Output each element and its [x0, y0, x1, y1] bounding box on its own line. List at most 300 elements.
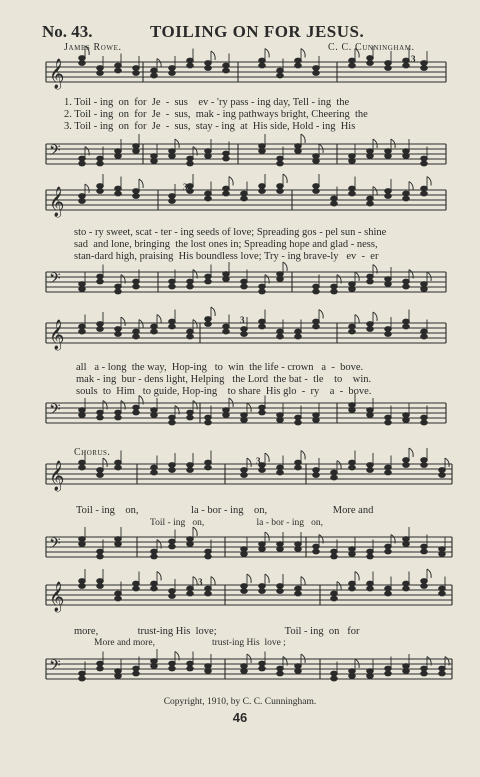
note-head: [421, 66, 428, 71]
note-head: [295, 465, 302, 470]
note-flag: [355, 659, 359, 668]
chorus-label: Chorus.: [74, 447, 111, 458]
note-head: [115, 465, 122, 470]
note-flag: [445, 458, 449, 467]
note-head: [79, 161, 86, 166]
note-head: [367, 322, 374, 327]
note-head: [259, 184, 266, 189]
note-flag: [265, 49, 269, 58]
note-flag: [247, 403, 251, 412]
note-flag: [193, 577, 197, 586]
note-head: [241, 279, 248, 284]
note-head: [421, 334, 428, 339]
note-head: [97, 279, 104, 284]
note-flag: [409, 448, 413, 457]
note-head: [439, 666, 446, 671]
note-head: [97, 549, 104, 554]
note-head: [295, 669, 302, 674]
note-head: [367, 408, 374, 413]
note-head: [133, 334, 140, 339]
note-flag: [121, 317, 125, 326]
note-head: [187, 463, 194, 468]
note-head: [331, 596, 338, 601]
note-head: [421, 666, 428, 671]
note-head: [151, 554, 158, 559]
note-head: [241, 552, 248, 557]
note-head: [313, 324, 320, 329]
note-flag: [139, 320, 143, 329]
note-head: [97, 322, 104, 327]
note-head: [79, 584, 86, 589]
note-head: [133, 189, 140, 194]
note-head: [331, 549, 338, 554]
note-head: [331, 196, 338, 201]
note-head: [367, 201, 374, 206]
note-head: [205, 279, 212, 284]
chorus-soprano-line-2: more, trust-ing His love; Toil - ing on for: [74, 626, 360, 637]
note-head: [205, 591, 212, 596]
note-head: [367, 554, 374, 559]
note-head: [151, 324, 158, 329]
verse-3-line-2: stan-dard high, praising His boundless love; Try - ing brave-ly ev - er: [74, 251, 379, 262]
verse-2-line-2: sad and lone, bringing the lost ones in; Spreading hope and glad - ness,: [74, 239, 378, 250]
note-head: [169, 420, 176, 425]
note-head: [79, 542, 86, 547]
note-head: [421, 161, 428, 166]
note-head: [277, 671, 284, 676]
note-flag: [373, 139, 377, 148]
note-head: [421, 287, 428, 292]
chorus-alto-line-1: Toil - ing on, la - bor - ing on,: [150, 518, 323, 528]
note-head: [385, 66, 392, 71]
note-head: [313, 184, 320, 189]
note-head: [403, 63, 410, 68]
bass-clef-icon: 𝄢: [49, 657, 61, 678]
note-head: [367, 149, 374, 154]
note-head: [385, 415, 392, 420]
note-head: [115, 186, 122, 191]
note-flag: [391, 139, 395, 148]
note-head: [169, 468, 176, 473]
note-head: [259, 284, 266, 289]
note-head: [79, 460, 86, 465]
note-head: [259, 405, 266, 410]
note-head: [169, 66, 176, 71]
note-head: [421, 584, 428, 589]
note-head: [277, 189, 284, 194]
note-head: [187, 156, 194, 161]
note-flag: [301, 577, 305, 586]
note-head: [385, 420, 392, 425]
note-head: [205, 196, 212, 201]
note-flag: [247, 654, 251, 663]
note-head: [187, 334, 194, 339]
note-head: [97, 410, 104, 415]
note-head: [367, 196, 374, 201]
hymn-title: TOILING ON FOR JESUS.: [150, 22, 365, 41]
note-flag: [265, 453, 269, 462]
note-head: [295, 547, 302, 552]
note-head: [169, 154, 176, 159]
note-head: [133, 329, 140, 334]
note-head: [205, 154, 212, 159]
note-flag: [157, 572, 161, 581]
note-head: [241, 196, 248, 201]
note-head: [205, 460, 212, 465]
note-flag: [337, 582, 341, 591]
note-head: [295, 329, 302, 334]
note-head: [385, 671, 392, 676]
verse-3-line-1: 3. Toil - ing on for Je - sus, stay - ing at His side, Hold - ing His: [64, 121, 356, 132]
note-head: [241, 413, 248, 418]
note-head: [313, 468, 320, 473]
note-head: [277, 334, 284, 339]
note-head: [97, 468, 104, 473]
note-head: [79, 194, 86, 199]
bass-clef-icon: 𝄢: [49, 401, 61, 422]
note-head: [331, 591, 338, 596]
note-head: [151, 581, 158, 586]
note-head: [169, 319, 176, 324]
note-head: [277, 418, 284, 423]
verse-1-line-3: all a - long the way, Hop-ing to win the life - crown a - bove.: [76, 362, 364, 373]
note-head: [79, 537, 86, 542]
note-head: [385, 332, 392, 337]
note-head: [115, 460, 122, 465]
note-head: [79, 579, 86, 584]
note-head: [259, 58, 266, 63]
note-flag: [427, 569, 431, 578]
note-head: [133, 66, 140, 71]
note-head: [403, 418, 410, 423]
note-flag: [175, 139, 179, 148]
note-head: [367, 549, 374, 554]
note-head: [151, 586, 158, 591]
note-head: [187, 63, 194, 68]
note-head: [295, 144, 302, 149]
note-flag: [283, 174, 287, 183]
note-head: [151, 470, 158, 475]
note-head: [151, 659, 158, 664]
note-flag: [157, 59, 161, 68]
note-head: [313, 189, 320, 194]
note-head: [187, 410, 194, 415]
note-head: [277, 584, 284, 589]
note-head: [79, 329, 86, 334]
note-head: [187, 542, 194, 547]
note-flag: [355, 272, 359, 281]
note-head: [205, 274, 212, 279]
note-head: [439, 586, 446, 591]
note-head: [223, 186, 230, 191]
note-head: [259, 666, 266, 671]
note-head: [385, 277, 392, 282]
note-flag: [85, 184, 89, 193]
note-head: [277, 542, 284, 547]
note-head: [187, 661, 194, 666]
note-head: [97, 579, 104, 584]
note-head: [421, 549, 428, 554]
note-head: [313, 159, 320, 164]
chorus-soprano-line-1: Toil - ing on, la - bor - ing on, More and: [76, 505, 374, 516]
note-head: [97, 666, 104, 671]
note-head: [223, 329, 230, 334]
note-head: [133, 410, 140, 415]
note-head: [169, 666, 176, 671]
note-head: [367, 154, 374, 159]
note-head: [187, 415, 194, 420]
note-head: [241, 473, 248, 478]
note-head: [79, 324, 86, 329]
note-head: [421, 671, 428, 676]
note-flag: [85, 46, 89, 55]
note-head: [385, 544, 392, 549]
note-head: [79, 199, 86, 204]
note-head: [97, 189, 104, 194]
note-head: [403, 463, 410, 468]
note-head: [403, 458, 410, 463]
triplet-mark: 3: [198, 577, 203, 587]
note-head: [295, 58, 302, 63]
note-head: [169, 199, 176, 204]
note-flag: [427, 177, 431, 186]
treble-clef-icon: 𝄞: [49, 582, 65, 612]
note-head: [367, 586, 374, 591]
triplet-mark: 3: [411, 54, 416, 64]
note-flag: [211, 577, 215, 586]
note-head: [385, 586, 392, 591]
note-head: [331, 671, 338, 676]
note-head: [241, 547, 248, 552]
note-head: [133, 279, 140, 284]
note-head: [421, 191, 428, 196]
note-head: [349, 465, 356, 470]
note-head: [385, 327, 392, 332]
note-head: [133, 671, 140, 676]
note-head: [151, 465, 158, 470]
note-head: [97, 71, 104, 76]
note-head: [277, 184, 284, 189]
note-head: [241, 332, 248, 337]
note-head: [313, 549, 320, 554]
note-head: [187, 279, 194, 284]
note-head: [367, 581, 374, 586]
note-head: [349, 547, 356, 552]
note-head: [115, 415, 122, 420]
note-head: [403, 58, 410, 63]
note-head: [205, 191, 212, 196]
note-head: [421, 61, 428, 66]
note-head: [385, 549, 392, 554]
note-head: [79, 408, 86, 413]
note-head: [169, 284, 176, 289]
note-head: [313, 473, 320, 478]
verse-1-line-1: 1. Toil - ing on for Je - sus ev - 'ry pass - ing day, Tell - ing the: [64, 97, 350, 108]
note-head: [79, 61, 86, 66]
note-head: [403, 154, 410, 159]
note-head: [313, 284, 320, 289]
note-head: [421, 420, 428, 425]
note-head: [133, 71, 140, 76]
note-head: [385, 61, 392, 66]
note-head: [403, 664, 410, 669]
note-head: [349, 586, 356, 591]
note-head: [403, 284, 410, 289]
note-head: [277, 413, 284, 418]
note-head: [223, 324, 230, 329]
note-head: [259, 589, 266, 594]
note-head: [97, 584, 104, 589]
note-head: [187, 537, 194, 542]
note-head: [385, 154, 392, 159]
note-head: [241, 327, 248, 332]
bass-clef-icon: 𝄢: [49, 142, 61, 163]
note-head: [241, 468, 248, 473]
copyright-notice: Copyright, 1910, by C. C. Cunningham.: [163, 697, 317, 707]
note-head: [187, 329, 194, 334]
note-head: [403, 319, 410, 324]
note-head: [295, 586, 302, 591]
lyricist-credit: James Rowe.: [64, 42, 122, 53]
note-head: [313, 544, 320, 549]
note-head: [169, 194, 176, 199]
note-flag: [157, 315, 161, 324]
note-head: [79, 287, 86, 292]
note-head: [403, 191, 410, 196]
note-head: [115, 537, 122, 542]
note-flag: [301, 451, 305, 460]
note-head: [115, 149, 122, 154]
note-head: [169, 463, 176, 468]
hymn-number: No. 43.: [42, 22, 93, 41]
note-flag: [355, 572, 359, 581]
note-head: [187, 184, 194, 189]
note-head: [205, 465, 212, 470]
note-head: [403, 581, 410, 586]
note-head: [421, 463, 428, 468]
note-head: [331, 470, 338, 475]
note-head: [349, 287, 356, 292]
note-flag: [337, 461, 341, 470]
note-head: [169, 149, 176, 154]
note-head: [313, 66, 320, 71]
note-head: [223, 413, 230, 418]
note-head: [115, 542, 122, 547]
note-head: [223, 156, 230, 161]
note-head: [205, 549, 212, 554]
note-head: [259, 319, 266, 324]
note-head: [151, 413, 158, 418]
note-head: [385, 189, 392, 194]
note-flag: [301, 134, 305, 143]
note-head: [403, 542, 410, 547]
note-head: [187, 189, 194, 194]
verse-1-line-2: sto - ry sweet, scat - ter - ing seeds of love; Spreading gos - pel sun - shine: [74, 227, 387, 238]
note-flag: [265, 574, 269, 583]
note-head: [79, 671, 86, 676]
note-flag: [283, 262, 287, 271]
note-head: [367, 468, 374, 473]
note-head: [97, 161, 104, 166]
note-head: [277, 68, 284, 73]
note-head: [439, 468, 446, 473]
note-head: [205, 61, 212, 66]
note-head: [223, 408, 230, 413]
note-head: [151, 329, 158, 334]
note-head: [403, 586, 410, 591]
note-head: [349, 159, 356, 164]
note-flag: [301, 654, 305, 663]
note-head: [403, 413, 410, 418]
note-head: [385, 282, 392, 287]
note-head: [97, 274, 104, 279]
note-head: [97, 184, 104, 189]
note-head: [151, 73, 158, 78]
note-head: [349, 58, 356, 63]
note-head: [277, 277, 284, 282]
note-head: [151, 408, 158, 413]
note-head: [115, 591, 122, 596]
bass-clef-icon: 𝄢: [49, 270, 61, 291]
note-head: [205, 664, 212, 669]
treble-clef-icon: 𝄞: [49, 187, 65, 217]
note-head: [367, 327, 374, 332]
page-number: 46: [232, 710, 248, 725]
note-head: [205, 415, 212, 420]
note-head: [385, 470, 392, 475]
note-head: [259, 584, 266, 589]
note-head: [385, 666, 392, 671]
note-head: [115, 191, 122, 196]
note-head: [367, 279, 374, 284]
verse-2-line-3: mak - ing bur - dens light, Helping the Lord the bat - tle to win.: [76, 374, 372, 385]
note-head: [295, 664, 302, 669]
note-head: [97, 156, 104, 161]
note-head: [169, 589, 176, 594]
note-flag: [355, 49, 359, 58]
note-head: [439, 473, 446, 478]
note-head: [115, 410, 122, 415]
note-head: [259, 468, 266, 473]
note-head: [205, 317, 212, 322]
note-head: [403, 324, 410, 329]
note-head: [367, 669, 374, 674]
note-head: [313, 413, 320, 418]
note-head: [259, 189, 266, 194]
note-head: [97, 473, 104, 478]
note-head: [349, 329, 356, 334]
note-head: [169, 594, 176, 599]
note-head: [259, 144, 266, 149]
note-head: [259, 410, 266, 415]
note-head: [331, 676, 338, 681]
note-flag: [193, 320, 197, 329]
note-head: [385, 465, 392, 470]
note-head: [97, 327, 104, 332]
triplet-mark: 3: [256, 456, 261, 466]
note-head: [223, 68, 230, 73]
note-flag: [319, 144, 323, 153]
note-head: [295, 420, 302, 425]
note-head: [313, 418, 320, 423]
note-head: [403, 149, 410, 154]
note-flag: [247, 458, 251, 467]
note-head: [295, 334, 302, 339]
note-head: [259, 542, 266, 547]
note-head: [151, 549, 158, 554]
note-head: [223, 151, 230, 156]
note-head: [151, 664, 158, 669]
